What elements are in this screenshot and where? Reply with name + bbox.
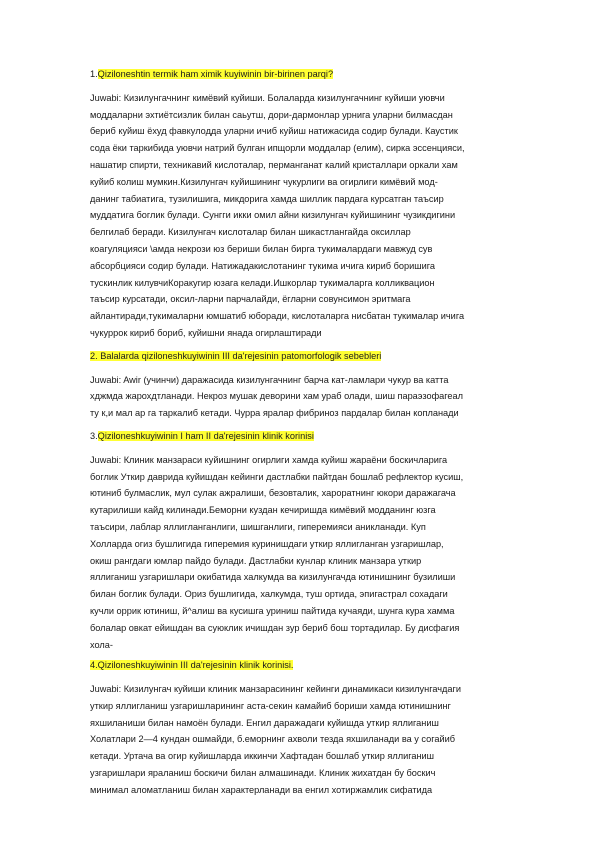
answer-line: абсорбцияси содир булади. Натижадакислотанинг тукима ичига кириб боришига — [90, 260, 435, 271]
answer-line: Juwabi: Кизилунгач куйиши клиник манзарасининг кейинги динамикаси кизилунгачдаги — [90, 684, 461, 695]
section-4 — [90, 657, 536, 798]
answer-line: яхшиланиши билан намоён булади. Енгил даражадаги куйишда уткир яллиганиш — [90, 717, 439, 728]
question-2-text: Balalarda qiziloneshkuyiwinin III da'rejesinin patomorfologik sebebleri — [100, 350, 382, 361]
answer-line: хджмда жарохдтланади. Некроз мушак деворини хам ураб олади, шиш параэзофагеал — [90, 391, 463, 402]
section-1 — [90, 66, 536, 342]
question-1-text: Qiziloneshtin termik ham ximik kuyiwinin bir-birinen parqi? — [97, 69, 334, 79]
question-3 — [90, 428, 536, 445]
answer-line: моддаларни эхтиётсизлик билан саьутш, дори-дармонлар урнига уларни билмасдан — [90, 109, 453, 120]
question-1-number: 1. — [90, 69, 98, 79]
section-3 — [90, 428, 536, 653]
answer-line: бериб куйиш ёхуд фавкулодда уларни ичиб куйиш натижасида содир булади. Каустик — [90, 126, 458, 137]
question-3-number: 3. — [90, 430, 98, 441]
answer-line: ту к,и мал ар га таркалиб кетади. Чурра яралар фибриноз пардалар билан копланади — [90, 408, 459, 419]
answer-3 — [90, 452, 536, 654]
question-2 — [90, 348, 536, 365]
answer-line: муддатига боглик булади. Сунгги икки омил айни кизилунгач куйишининг чузикдигини — [90, 210, 456, 221]
answer-line: яллиганиш узгаришлари окибатида халкумда ва кизилунгачда ютинишнинг бузилиши — [90, 572, 456, 583]
answer-line: Холларда огиз бушлигида гиперемия куринишдаги уткир яллигланган узгаришлар, — [90, 538, 444, 549]
answer-line: коагуляцияси \амда некрози юз бериши билан бирга тукималардаги мавжуд сув — [90, 243, 433, 254]
question-1 — [90, 66, 536, 83]
answer-line: таъсир курсатади, оксил-ларни парчалайди, ёгларни совунсимон эритмага — [90, 294, 411, 305]
answer-line: сода ёки таркибида уювчи натрий булган ипщорли моддалар (елим), сирка эссенцияси, — [90, 143, 465, 154]
answer-line: Juwabi: Awir (учинчи) даражасида кизилунгачнинг барча кат-ламлари чукур ва катта — [90, 374, 449, 385]
answer-line: белгилаб беради. Кизилунгач кислоталар билан шикастлангайда оксиллар — [90, 227, 411, 238]
answer-line: нашатир спирти, техникавий кислоталар, перманганат калий кристаллари оркали хам — [90, 159, 458, 170]
answer-line: уткир яллигланиш узгаришларининг аста-секин камайиб бориши хамда ютинишнинг — [90, 700, 451, 711]
answer-line: кучли оррик ютиниш, й^алиш ва кусишга уриниш пайтида кучаяди, шунга кура хамма — [90, 605, 455, 616]
question-4 — [90, 657, 536, 674]
answer-line: хола- — [90, 639, 113, 650]
answer-line: окиш рангдаги юмлар пайдо булади. Дастлабки кунлар клиник манзара уткир — [90, 555, 422, 566]
answer-line: Холатлари 2—4 кундан ошмайди, б.еморнинг ахволи тезда яхшиланади ва у согайиб — [90, 734, 456, 745]
answer-line: куйиб колиш мумкин.Кизилунгач куйишининг чукурлиги ва огирлиги кимёвий мод- — [90, 176, 438, 187]
answer-line: минимал аломатланиш билан характерланади ва енгил хотиржамлик сифатида — [90, 784, 433, 795]
answer-line: чукуррок кириб бориб, куйишни янада огирлаштиради — [90, 327, 322, 338]
answer-line: узгаришлари яраланиш боскичи билан алмашинади. Клиник жихатдан бу боскич — [90, 768, 436, 779]
answer-4 — [90, 681, 536, 799]
answer-line: Juwabi: Клиник манзараси куйишнинг огирлиги хамда куйиш жараёни боскичларига — [90, 454, 448, 465]
answer-line: кутарилиши кайд килинади.Беморни куздан кечиришда кимёвий модданинг юзга — [90, 505, 436, 516]
answer-line: тускинлик килувчиКоракугир юзага келади.Ишкорлар тукималарга колликвацион — [90, 277, 435, 288]
section-2 — [90, 348, 536, 422]
question-4-number: 4. — [90, 660, 98, 671]
question-2-number: 2. — [90, 350, 101, 361]
answer-line: кетади. Уртача ва огир куйишларда иккинчи Хафтадан бошлаб уткир яллиганиш — [90, 751, 435, 762]
answer-line: таъсири, лаблар яллигланганлиги, шишганлиги, гиперемияси аникланади. Куп — [90, 521, 426, 532]
answer-1 — [90, 90, 536, 342]
question-4-text: Qiziloneshkuyiwinin III da'rejesinin klinik korinisi. — [97, 660, 294, 671]
question-3-text: Qiziloneshkuyiwinin I ham II da'rejesinin klinik korinisi — [97, 430, 314, 441]
answer-2 — [90, 372, 536, 422]
answer-line: билан боглик булади. Ориз бушлигида, халкумда, туш ортида, эпигастрал сохадаги — [90, 589, 448, 600]
answer-line: айлантиради,тукималарни юмшатиб юборади, кислоталарга нисбатан тукималар ичига — [90, 311, 465, 322]
answer-line: Juwabi: Кизилунгачнинг кимёвий куйиши. Болаларда кизилунгачнинг куйиши уювчи — [90, 92, 445, 103]
answer-line: ютиниб булмаслик, мул сулак ажралиши, безовталик, хароратнинг юкори даражагача — [90, 488, 456, 499]
answer-line: данинг табиатига, тузилишига, микдорига хамда шиллик пардага курсатган таъсир — [90, 193, 444, 204]
answer-line: боглик Уткир даврида куйишдан кейинги дастлабки пайтдан бошлаб рефлектор кусиш, — [90, 471, 464, 482]
answer-line: болалар овкат ейишдан ва суюклик ичишдан зур бериб бош тортадилар. Бу дисфагия — [90, 622, 460, 633]
